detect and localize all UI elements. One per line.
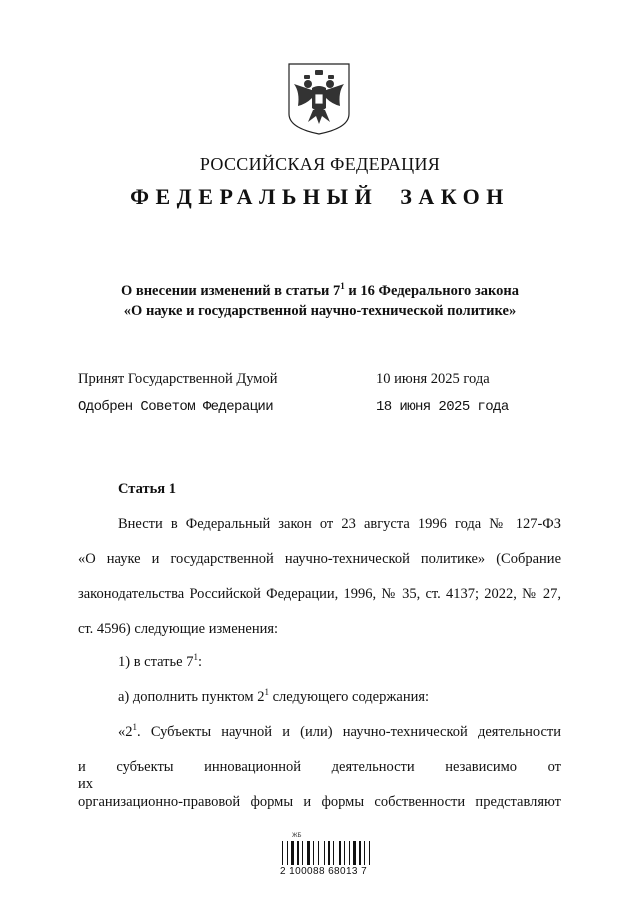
quoted-clause-number: «2 [118, 724, 133, 740]
amendment-item-a-superscript: 1 [264, 687, 269, 697]
quoted-clause-line-3: организационно-правовой формы и формы собственности представляют [78, 794, 561, 810]
law-title-line-1 [0, 281, 640, 301]
law-title [0, 281, 640, 321]
amendment-item-1 [118, 654, 561, 671]
law-title-line-1-start: О внесении изменений в статьи 7 [120, 283, 341, 299]
svg-text:ЖБ: ЖБ [292, 833, 302, 839]
amendment-item-1-superscript: 1 [193, 652, 198, 662]
quoted-clause-line-1 [118, 724, 561, 741]
article-1-heading: Статья 1 [118, 481, 176, 497]
council-approval-label: Одобрен Советом Федерации [78, 399, 274, 415]
amendment-item-a-end: следующего содержания: [268, 689, 430, 705]
duma-adoption-label: Принят Государственной Думой [78, 371, 278, 387]
law-title-line-1-end: и 16 Федерального закона [344, 283, 520, 299]
law-title-line-2: «О науке и государственной научно-технической политике» [123, 303, 517, 319]
council-approval-date: 18 июня 2025 года [376, 399, 509, 415]
quoted-clause-line-1-text: . Субъекты научной и (или) научно-технической деятельности [137, 724, 561, 740]
article-1-paragraph-line-4: ст. 4596) следующие изменения: [78, 621, 279, 637]
article-1-paragraph-line-1: Внести в Федеральный закон от 23 августа 1996 года № 127-ФЗ [118, 516, 561, 532]
amendment-item-1-end: : [197, 654, 202, 670]
document-type-word-law: ЗАКОН [400, 184, 510, 209]
amendment-item-1-text: 1) в статье 7 [118, 654, 194, 670]
law-title-superscript: 1 [340, 281, 345, 291]
document-type-word-federal: ФЕДЕРАЛЬНЫЙ [130, 184, 379, 209]
quoted-clause-line-2: и субъекты инновационной деятельности независимо от их [78, 759, 561, 792]
article-1-paragraph-line-3: законодательства Российской Федерации, 1996, № 35, ст. 4137; 2022, № 27, [78, 586, 561, 602]
article-1-paragraph-line-2: «О науке и государственной научно-технической политике» (Собрание [78, 551, 561, 567]
country-name: РОССИЙСКАЯ ФЕДЕРАЦИЯ [199, 154, 441, 174]
coat-of-arms-emblem-icon [286, 62, 352, 136]
duma-adoption-date: 10 июня 2025 года [376, 371, 490, 387]
amendment-item-a-text: а) дополнить пунктом 2 [118, 689, 265, 705]
quoted-clause-superscript: 1 [132, 722, 137, 732]
amendment-item-a [118, 689, 561, 706]
document-type-heading [0, 184, 640, 210]
barcode-number: 2 100088 68013 7 [280, 866, 368, 877]
